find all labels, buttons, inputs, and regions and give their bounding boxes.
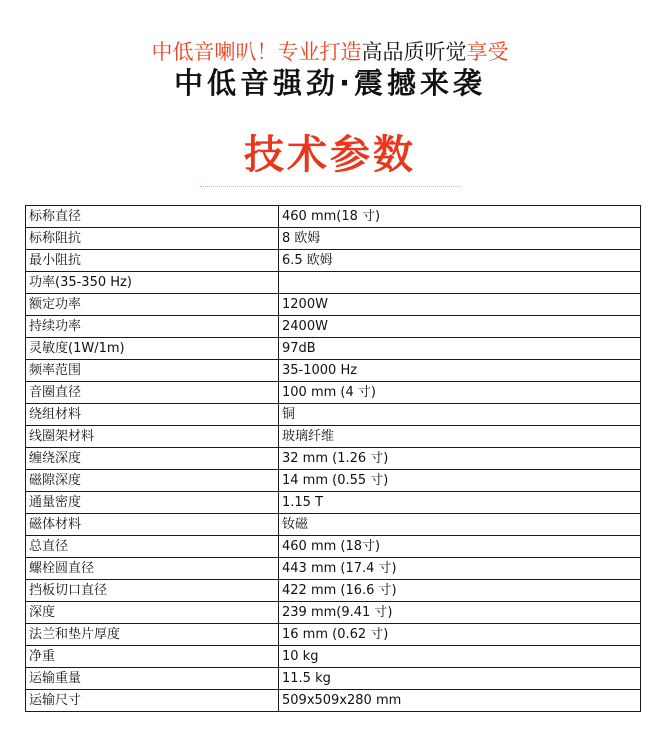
spec-value: 8 欧姆 <box>279 228 641 250</box>
spec-value: 97dB <box>279 338 641 360</box>
spec-value: 32 mm (1.26 寸) <box>279 448 641 470</box>
table-row <box>26 602 641 624</box>
spec-value: 460 mm (18寸) <box>279 536 641 558</box>
spec-value: 14 mm (0.55 寸) <box>279 470 641 492</box>
table-row <box>26 272 641 294</box>
spec-value: 239 mm(9.41 寸) <box>279 602 641 624</box>
table-row <box>26 404 641 426</box>
spec-label: 线圈架材料 <box>26 426 279 448</box>
table-row <box>26 206 641 228</box>
table-row <box>26 580 641 602</box>
spec-table-body <box>26 206 641 712</box>
spec-label: 标称直径 <box>26 206 279 228</box>
spec-label: 频率范围 <box>26 360 279 382</box>
table-row <box>26 624 641 646</box>
spec-value <box>279 272 641 294</box>
decorative-divider <box>200 186 460 187</box>
table-row <box>26 492 641 514</box>
spec-label: 运输重量 <box>26 668 279 690</box>
spec-label: 磁体材料 <box>26 514 279 536</box>
spec-label: 最小阻抗 <box>26 250 279 272</box>
spec-label: 法兰和垫片厚度 <box>26 624 279 646</box>
spec-label: 额定功率 <box>26 294 279 316</box>
spec-label: 深度 <box>26 602 279 624</box>
table-row <box>26 360 641 382</box>
spec-value: 2400W <box>279 316 641 338</box>
spec-value: 460 mm(18 寸) <box>279 206 641 228</box>
table-row <box>26 250 641 272</box>
spec-table <box>25 205 641 712</box>
tagline <box>0 40 660 64</box>
table-row <box>26 294 641 316</box>
spec-label: 运输尺寸 <box>26 690 279 712</box>
spec-label: 总直径 <box>26 536 279 558</box>
section-title: 技术参数 <box>244 132 416 178</box>
spec-value: 玻璃纤维 <box>279 426 641 448</box>
headline: 中低音强劲·震撼来袭 <box>173 66 487 100</box>
table-row <box>26 338 641 360</box>
table-row <box>26 228 641 250</box>
spec-value: 11.5 kg <box>279 668 641 690</box>
table-row <box>26 316 641 338</box>
tagline-part-2: 高品质听觉 <box>361 40 467 64</box>
spec-label: 音圈直径 <box>26 382 279 404</box>
spec-value: 钕磁 <box>279 514 641 536</box>
spec-label: 磁隙深度 <box>26 470 279 492</box>
table-row <box>26 536 641 558</box>
spec-label: 绕组材料 <box>26 404 279 426</box>
table-row <box>26 448 641 470</box>
spec-value: 509x509x280 mm <box>279 690 641 712</box>
spec-label: 通量密度 <box>26 492 279 514</box>
spec-value: 422 mm (16.6 寸) <box>279 580 641 602</box>
table-row <box>26 426 641 448</box>
tagline-part-1: 中低音喇叭！专业打造 <box>151 40 362 64</box>
spec-value: 1.15 T <box>279 492 641 514</box>
tagline-part-3: 享受 <box>466 40 509 64</box>
spec-label: 螺栓圆直径 <box>26 558 279 580</box>
spec-value: 443 mm (17.4 寸) <box>279 558 641 580</box>
table-row <box>26 558 641 580</box>
spec-value: 100 mm (4 寸) <box>279 382 641 404</box>
table-row <box>26 514 641 536</box>
spec-label: 缠绕深度 <box>26 448 279 470</box>
spec-label: 净重 <box>26 646 279 668</box>
table-row <box>26 690 641 712</box>
spec-label: 挡板切口直径 <box>26 580 279 602</box>
spec-value: 16 mm (0.62 寸) <box>279 624 641 646</box>
table-row <box>26 668 641 690</box>
spec-label: 标称阻抗 <box>26 228 279 250</box>
table-row <box>26 382 641 404</box>
spec-label: 灵敏度(1W/1m) <box>26 338 279 360</box>
spec-value: 35-1000 Hz <box>279 360 641 382</box>
spec-value: 1200W <box>279 294 641 316</box>
table-row <box>26 646 641 668</box>
spec-value: 6.5 欧姆 <box>279 250 641 272</box>
spec-value: 10 kg <box>279 646 641 668</box>
spec-value: 铜 <box>279 404 641 426</box>
table-row <box>26 470 641 492</box>
spec-label: 持续功率 <box>26 316 279 338</box>
spec-label: 功率(35-350 Hz) <box>26 272 279 294</box>
